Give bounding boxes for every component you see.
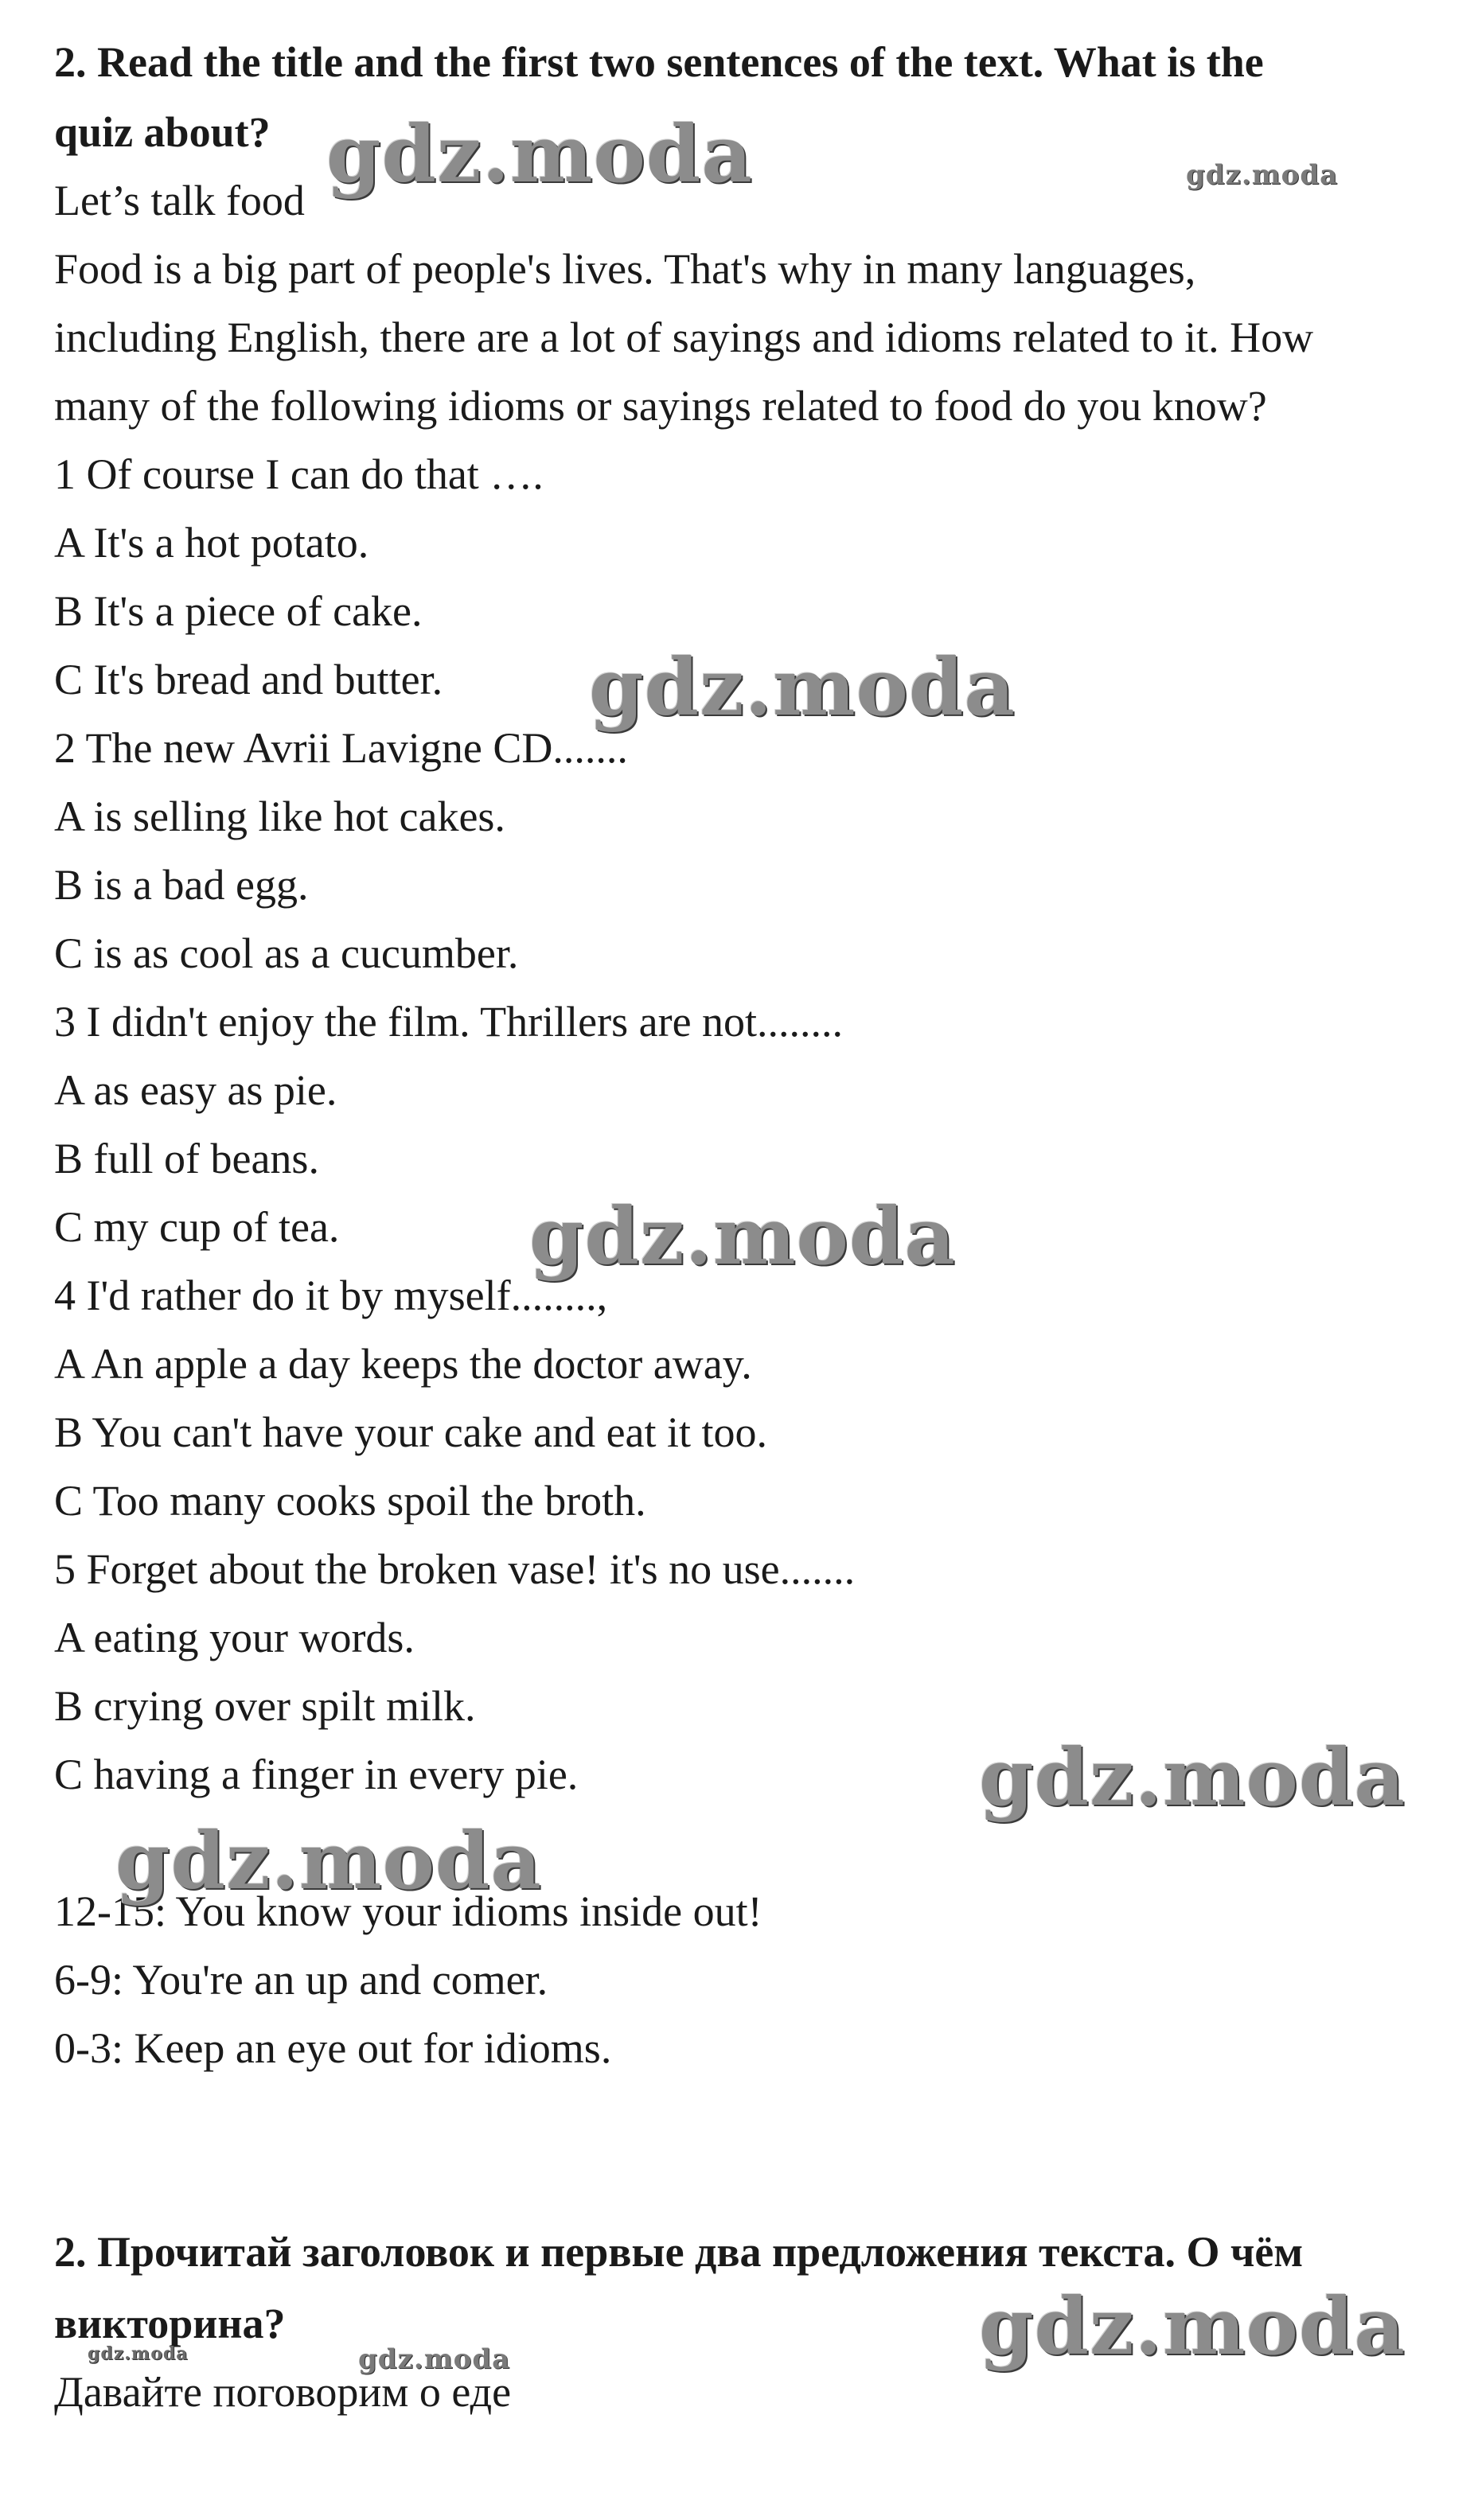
quiz-option: C having a finger in every pie.: [54, 1751, 579, 1798]
quiz-option: A as easy as pie.: [54, 1066, 337, 1114]
watermark: gdz.moda: [1186, 159, 1339, 191]
heading-en-line1: 2. Read the title and the first two sentences of the text. What is the: [54, 38, 1264, 86]
quiz-question-1: 1 Of course I can do that ….: [54, 450, 544, 498]
quiz-option: B is a bad egg.: [54, 861, 309, 909]
quiz-question-5: 5 Forget about the broken vase! it's no use.......: [54, 1545, 856, 1593]
quiz-option: C Too many cooks spoil the broth.: [54, 1477, 646, 1525]
heading-ru-line1: 2. Прочитай заголовок и первые два предложения текста. О чём: [54, 2228, 1304, 2276]
quiz-option: C is as cool as a cucumber.: [54, 929, 519, 977]
quiz-question-4: 4 I'd rather do it by myself........,: [54, 1272, 608, 1319]
quiz-option: A eating your words.: [54, 1614, 415, 1661]
watermark: gdz.moda: [979, 2281, 1406, 2373]
quiz-option: B full of beans.: [54, 1135, 319, 1182]
heading-en-line2: quiz about?: [54, 108, 271, 156]
quiz-option: C my cup of tea.: [54, 1203, 340, 1251]
quiz-option: B You can't have your cake and eat it too.: [54, 1408, 768, 1456]
score-line: 6-9: You're an up and comer.: [54, 1956, 548, 2004]
title-en: Let’s talk food: [54, 177, 305, 224]
quiz-option: B It's a piece of cake.: [54, 587, 423, 635]
watermark: gdz.moda: [589, 642, 1016, 734]
intro-line: including English, there are a lot of sayings and idioms related to it. How: [54, 314, 1314, 361]
intro-line: many of the following idioms or sayings related to food do you know?: [54, 382, 1267, 430]
watermark: gdz.moda: [529, 1191, 956, 1283]
watermark: gdz.moda: [358, 2343, 511, 2375]
watermark: gdz.moda: [979, 1732, 1406, 1824]
quiz-question-3: 3 I didn't enjoy the film. Thrillers are not........: [54, 998, 844, 1046]
watermark: gdz.moda: [88, 2343, 189, 2364]
intro-line: Food is a big part of people's lives. That's why in many languages,: [54, 245, 1196, 293]
quiz-option: B crying over spilt milk.: [54, 1682, 476, 1730]
heading-ru-line2: викторина?: [54, 2300, 286, 2347]
quiz-option: A is selling like hot cakes.: [54, 793, 505, 840]
quiz-option: A It's a hot potato.: [54, 519, 369, 567]
watermark: gdz.moda: [115, 1816, 542, 1907]
score-line: 0-3: Keep an eye out for idioms.: [54, 2024, 612, 2072]
quiz-option: A An apple a day keeps the doctor away.: [54, 1340, 752, 1388]
title-ru: Давайте поговорим о еде: [54, 2368, 512, 2416]
watermark: gdz.moda: [326, 109, 753, 201]
score-line: 12-15: You know your idioms inside out!: [54, 1887, 762, 1935]
quiz-question-2: 2 The new Avrii Lavigne CD.......: [54, 724, 628, 772]
quiz-option: C It's bread and butter.: [54, 656, 443, 703]
